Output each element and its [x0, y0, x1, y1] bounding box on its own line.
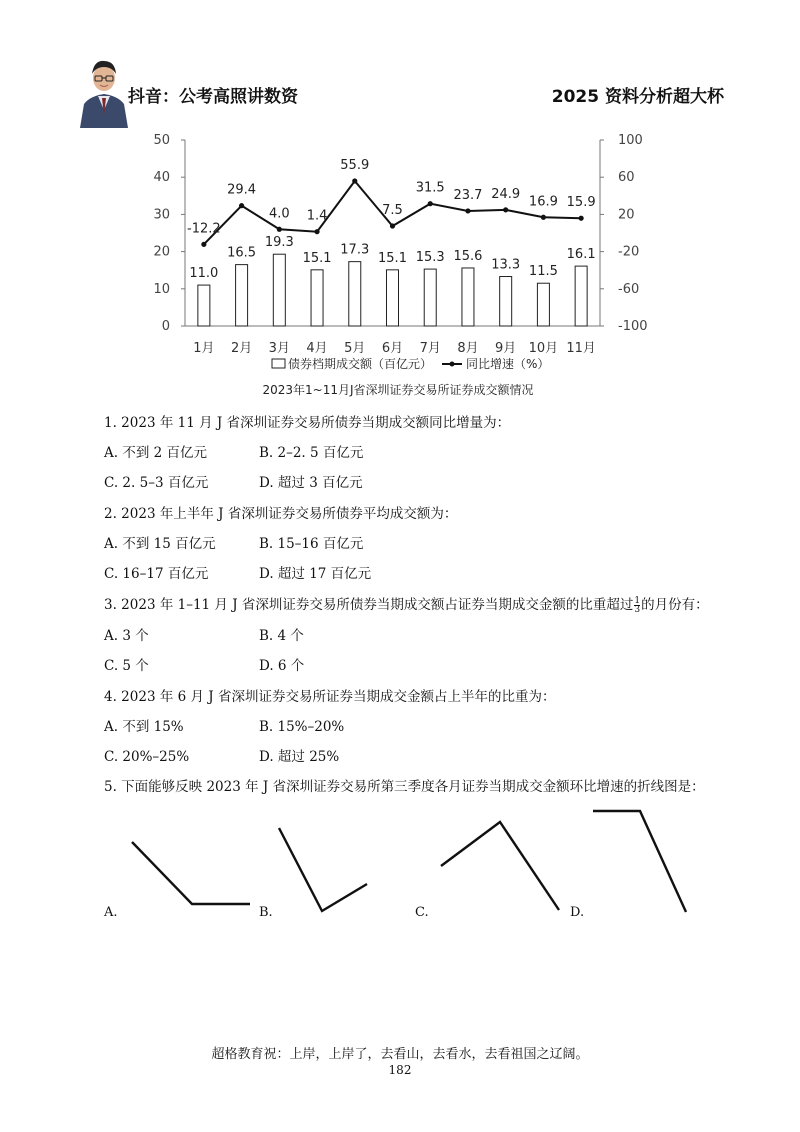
- q1-option-d[interactable]: D. 超过 3 百亿元: [259, 475, 363, 491]
- q5-graph-a[interactable]: [132, 842, 250, 904]
- q3-option-a[interactable]: A. 3 个: [104, 628, 149, 644]
- growth-point-4月: [314, 229, 319, 234]
- left-tick-label: 20: [153, 244, 170, 260]
- growth-point-8月: [465, 208, 470, 213]
- bar-label: 11.0: [189, 266, 219, 282]
- line-label: -12.2: [187, 221, 221, 237]
- x-tick-label: 11月: [566, 341, 596, 356]
- bar-5月: [349, 262, 361, 326]
- q4-option-b[interactable]: B. 15%–20%: [259, 719, 345, 735]
- line-label: 4.0: [268, 206, 290, 222]
- left-tick-label: 10: [153, 281, 170, 297]
- line-label: 23.7: [453, 187, 483, 203]
- bar-label: 15.3: [415, 250, 445, 266]
- line-label: 31.5: [415, 180, 445, 196]
- author-avatar: [76, 54, 132, 128]
- right-tick-label: 20: [618, 207, 635, 223]
- x-tick-label: 6月: [381, 341, 404, 356]
- q5-option-c[interactable]: C.: [415, 905, 429, 920]
- footer-slogan: 超格教育祝：上岸，上岸了，去看山，去看水，去看祖国之辽阔。: [211, 1047, 589, 1062]
- bar-7月: [424, 269, 436, 326]
- left-tick-label: 30: [153, 207, 170, 223]
- question-5: 5. 下面能够反映 2023 年 J 省深圳证券交易所第三季度各月证券当期成交金额环比增速的折线图是：: [104, 779, 705, 795]
- q2-option-a[interactable]: A. 不到 15 百亿元: [104, 536, 216, 552]
- q2-option-d[interactable]: D. 超过 17 百亿元: [259, 566, 372, 582]
- q2-option-c[interactable]: C. 16–17 百亿元: [104, 566, 209, 582]
- bar-label: 13.3: [491, 257, 521, 273]
- right-tick-label: 60: [618, 170, 635, 186]
- left-tick-label: 40: [153, 170, 170, 186]
- line-label: 24.9: [491, 186, 521, 202]
- growth-point-2月: [239, 203, 244, 208]
- q5-option-a[interactable]: A.: [104, 905, 118, 920]
- x-tick-label: 10月: [528, 341, 559, 356]
- fraction-one-third: [634, 597, 640, 614]
- legend-line-label: 同比增速（%）: [466, 357, 550, 371]
- question-1: 1. 2023 年 11 月 J 省深圳证券交易所债券当期成交额同比增量为：: [104, 415, 511, 431]
- left-tick-label: 0: [161, 319, 170, 334]
- bar-3月: [273, 254, 285, 326]
- bar-label: 17.3: [340, 242, 370, 258]
- bar-6月: [387, 270, 399, 326]
- x-tick-label: 1月: [193, 341, 215, 356]
- page-number: 182: [388, 1063, 412, 1077]
- right-tick-label: 100: [618, 133, 643, 148]
- fraction-numerator: 1: [634, 596, 641, 606]
- q3-option-b[interactable]: B. 4 个: [259, 628, 304, 644]
- bar-2月: [236, 265, 248, 326]
- bar-label: 11.5: [528, 264, 558, 280]
- question-3-text-after: 的月份有：: [641, 597, 709, 613]
- q1-option-b[interactable]: B. 2–2. 5 百亿元: [259, 445, 364, 461]
- header-left-title: 抖音：公考高照讲数资: [128, 87, 298, 107]
- question-4: 4. 2023 年 6 月 J 省深圳证券交易所证券当期成交金额占上半年的比重为：: [104, 689, 556, 705]
- fraction-denominator: 3: [634, 605, 641, 615]
- growth-point-1月: [201, 242, 206, 247]
- q2-option-b[interactable]: B. 15–16 百亿元: [259, 536, 364, 552]
- q1-option-c[interactable]: C. 2. 5–3 百亿元: [104, 475, 209, 491]
- bar-label: 15.6: [453, 248, 483, 264]
- bar-label: 15.1: [378, 250, 407, 266]
- q3-option-c[interactable]: C. 5 个: [104, 658, 149, 674]
- bar-9月: [500, 277, 512, 326]
- legend-bar-label: 债券档期成交额（百亿元）: [288, 357, 433, 371]
- growth-point-9月: [503, 207, 508, 212]
- chart-title: 2023年1~11月J省深圳证券交易所证券成交额情况: [262, 383, 534, 397]
- growth-point-10月: [541, 215, 546, 220]
- x-tick-label: 3月: [268, 341, 290, 356]
- left-tick-label: 50: [153, 133, 170, 148]
- q5-graph-d[interactable]: [593, 811, 686, 912]
- line-label: 55.9: [340, 158, 370, 174]
- bar-4月: [311, 270, 323, 326]
- header-right-title: 2025 资料分析超大杯: [551, 87, 724, 107]
- x-tick-label: 9月: [495, 341, 517, 356]
- q1-option-a[interactable]: A. 不到 2 百亿元: [104, 445, 208, 461]
- question-3: [104, 596, 709, 614]
- bar-label: 19.3: [264, 235, 294, 251]
- right-tick-label: -60: [618, 281, 640, 297]
- q4-option-c[interactable]: C. 20%–25%: [104, 749, 190, 765]
- q3-option-d[interactable]: D. 6 个: [259, 658, 305, 674]
- bar-label: 16.5: [227, 245, 257, 261]
- question-3-text: 3. 2023 年 1–11 月 J 省深圳证券交易所债券当期成交额占证券当期成交金额的比重超过: [104, 597, 634, 613]
- chart-axes: [153, 133, 647, 334]
- x-tick-label: 5月: [344, 341, 366, 356]
- chart-legend: [272, 356, 549, 371]
- question-2: 2. 2023 年上半年 J 省深圳证券交易所债券平均成交额为：: [104, 506, 458, 522]
- bar-11月: [575, 266, 587, 326]
- q4-option-a[interactable]: A. 不到 15%: [104, 719, 184, 735]
- bar-label: 16.1: [566, 247, 596, 263]
- growth-point-6月: [390, 223, 395, 228]
- q5-graph-c[interactable]: [441, 822, 559, 910]
- line-label: 7.5: [382, 203, 403, 219]
- growth-point-3月: [277, 227, 282, 232]
- q5-option-d[interactable]: D.: [570, 905, 585, 920]
- x-tick-label: 4月: [306, 341, 328, 356]
- line-label: 1.4: [306, 208, 328, 224]
- legend-line-marker: [450, 362, 455, 367]
- x-tick-label: 2月: [230, 341, 253, 356]
- line-label: 15.9: [566, 195, 596, 211]
- combo-chart: [140, 128, 660, 400]
- x-tick-label: 7月: [419, 341, 441, 356]
- growth-point-5月: [352, 178, 357, 183]
- growth-point-7月: [428, 201, 433, 206]
- q5-graph-b[interactable]: [279, 828, 367, 911]
- right-tick-label: -100: [618, 319, 648, 334]
- q5-answer-graphs: [0, 800, 800, 930]
- line-label: 29.4: [227, 182, 257, 198]
- q4-option-d[interactable]: D. 超过 25%: [259, 749, 340, 765]
- bar-10月: [537, 283, 549, 326]
- legend-bar-swatch: [272, 359, 285, 368]
- bar-label: 15.1: [302, 250, 332, 266]
- growth-point-11月: [579, 216, 584, 221]
- chart-x-labels: [193, 341, 596, 356]
- right-tick-label: -20: [618, 244, 640, 260]
- q5-option-b[interactable]: B.: [259, 905, 273, 920]
- x-tick-label: 8月: [457, 341, 479, 356]
- bar-1月: [198, 285, 210, 326]
- bar-8月: [462, 268, 474, 326]
- line-label: 16.9: [528, 194, 558, 210]
